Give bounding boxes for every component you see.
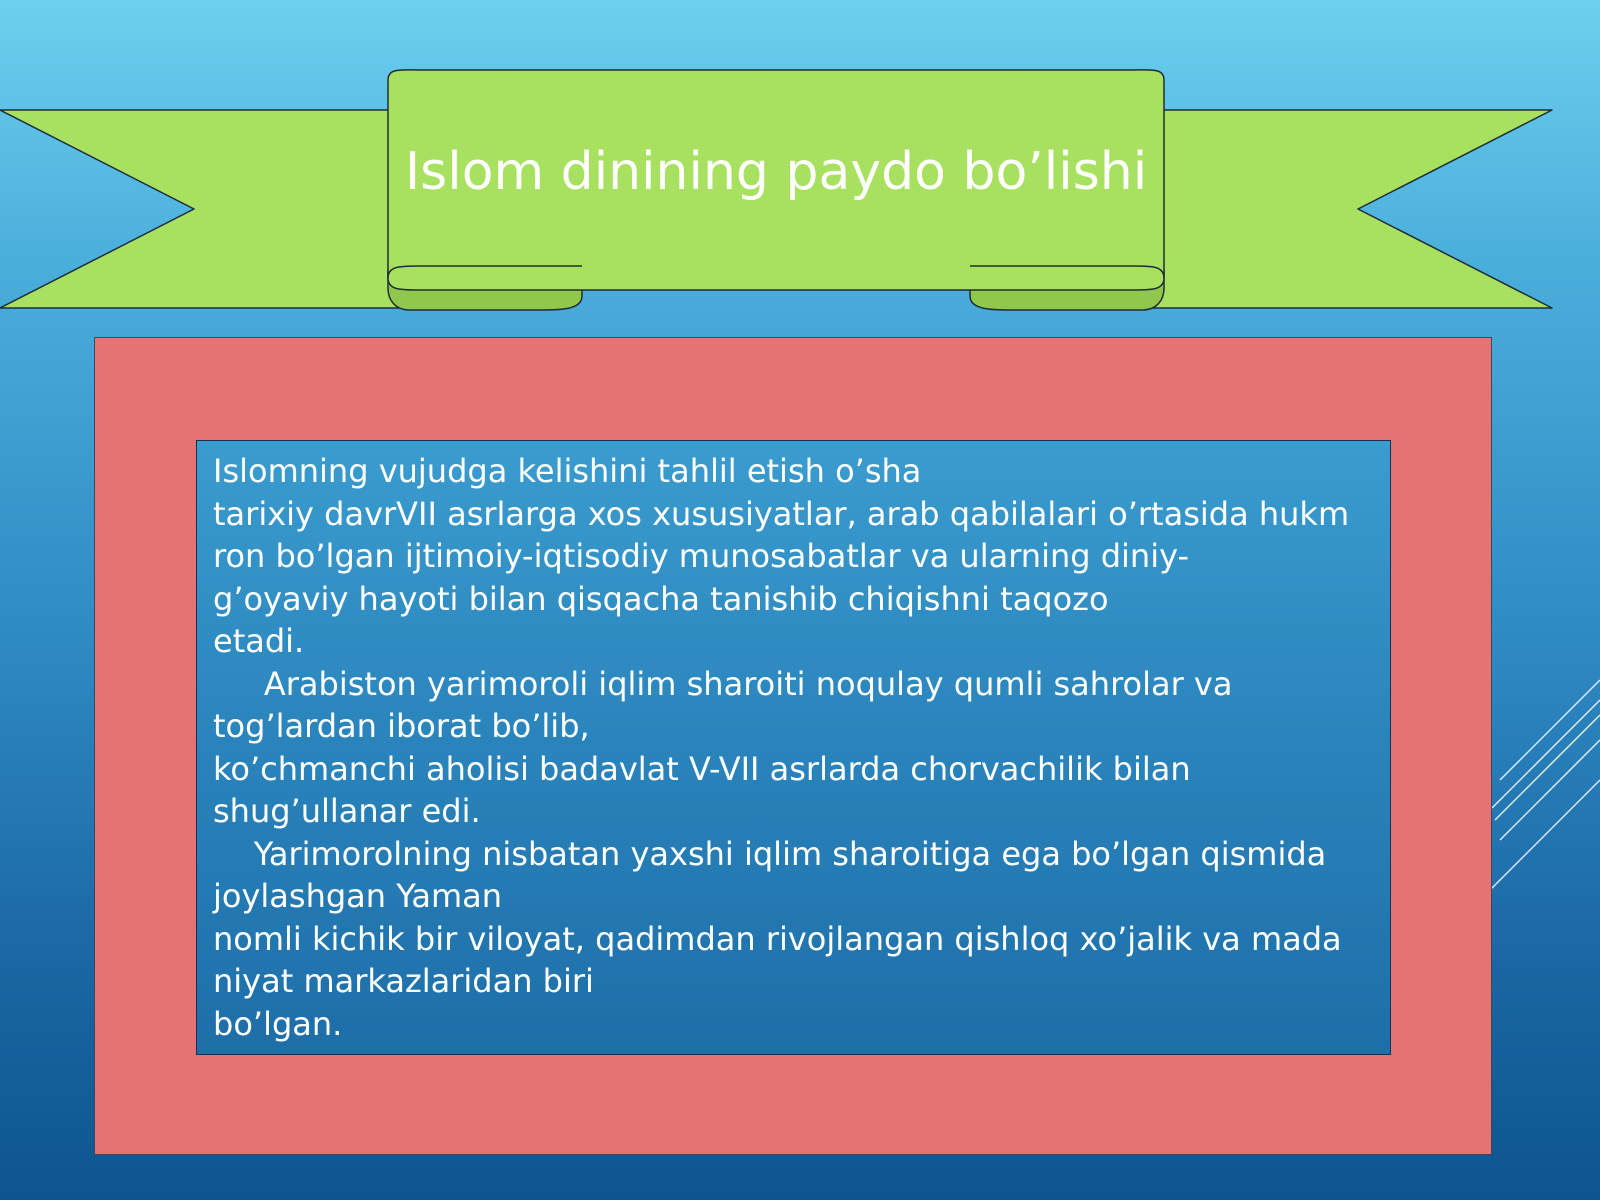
ribbon-left-tail: [0, 110, 410, 308]
body-line: g’oyaviy hayoti bilan qisqacha tanishib chiqishni taqozo: [213, 579, 1109, 618]
body-line: Yarimorolning nisbatan yaxshi iqlim sharoitiga ega bo’lgan qismida: [213, 834, 1327, 873]
body-line: tarixiy davrVII asrlarga xos xususiyatlar, arab qabilalari o’rtasida hukm: [213, 494, 1350, 533]
body-line: ko’chmanchi aholisi badavlat V-VII asrlarda chorvachilik bilan: [213, 749, 1191, 788]
content-text-box: [196, 440, 1391, 1055]
ribbon-right-tail: [1145, 110, 1552, 308]
body-line: nomli kichik bir viloyat, qadimdan rivojlangan qishloq xo’jalik va mada: [213, 919, 1342, 958]
body-line: tog’lardan iborat bo’lib,: [213, 707, 590, 745]
body-line: Islomning vujudga kelishini tahlil etish o’sha: [213, 452, 922, 490]
body-line: Arabiston yarimoroli iqlim sharoiti noqulay qumli sahrolar va: [213, 664, 1233, 703]
body-line: ron bo’lgan ijtimoiy-iqtisodiy munosabatlar va ularning diniy-: [213, 537, 1190, 575]
body-line: niyat markazlaridan biri: [213, 962, 594, 1000]
slide-title: Islom dinining paydo bo’lishi: [404, 142, 1148, 202]
body-line: etadi.: [213, 622, 305, 660]
body-line: shug’ullanar edi.: [213, 792, 481, 830]
body-line: joylashgan Yaman: [213, 877, 503, 915]
body-line: bo’lgan.: [213, 1004, 343, 1043]
